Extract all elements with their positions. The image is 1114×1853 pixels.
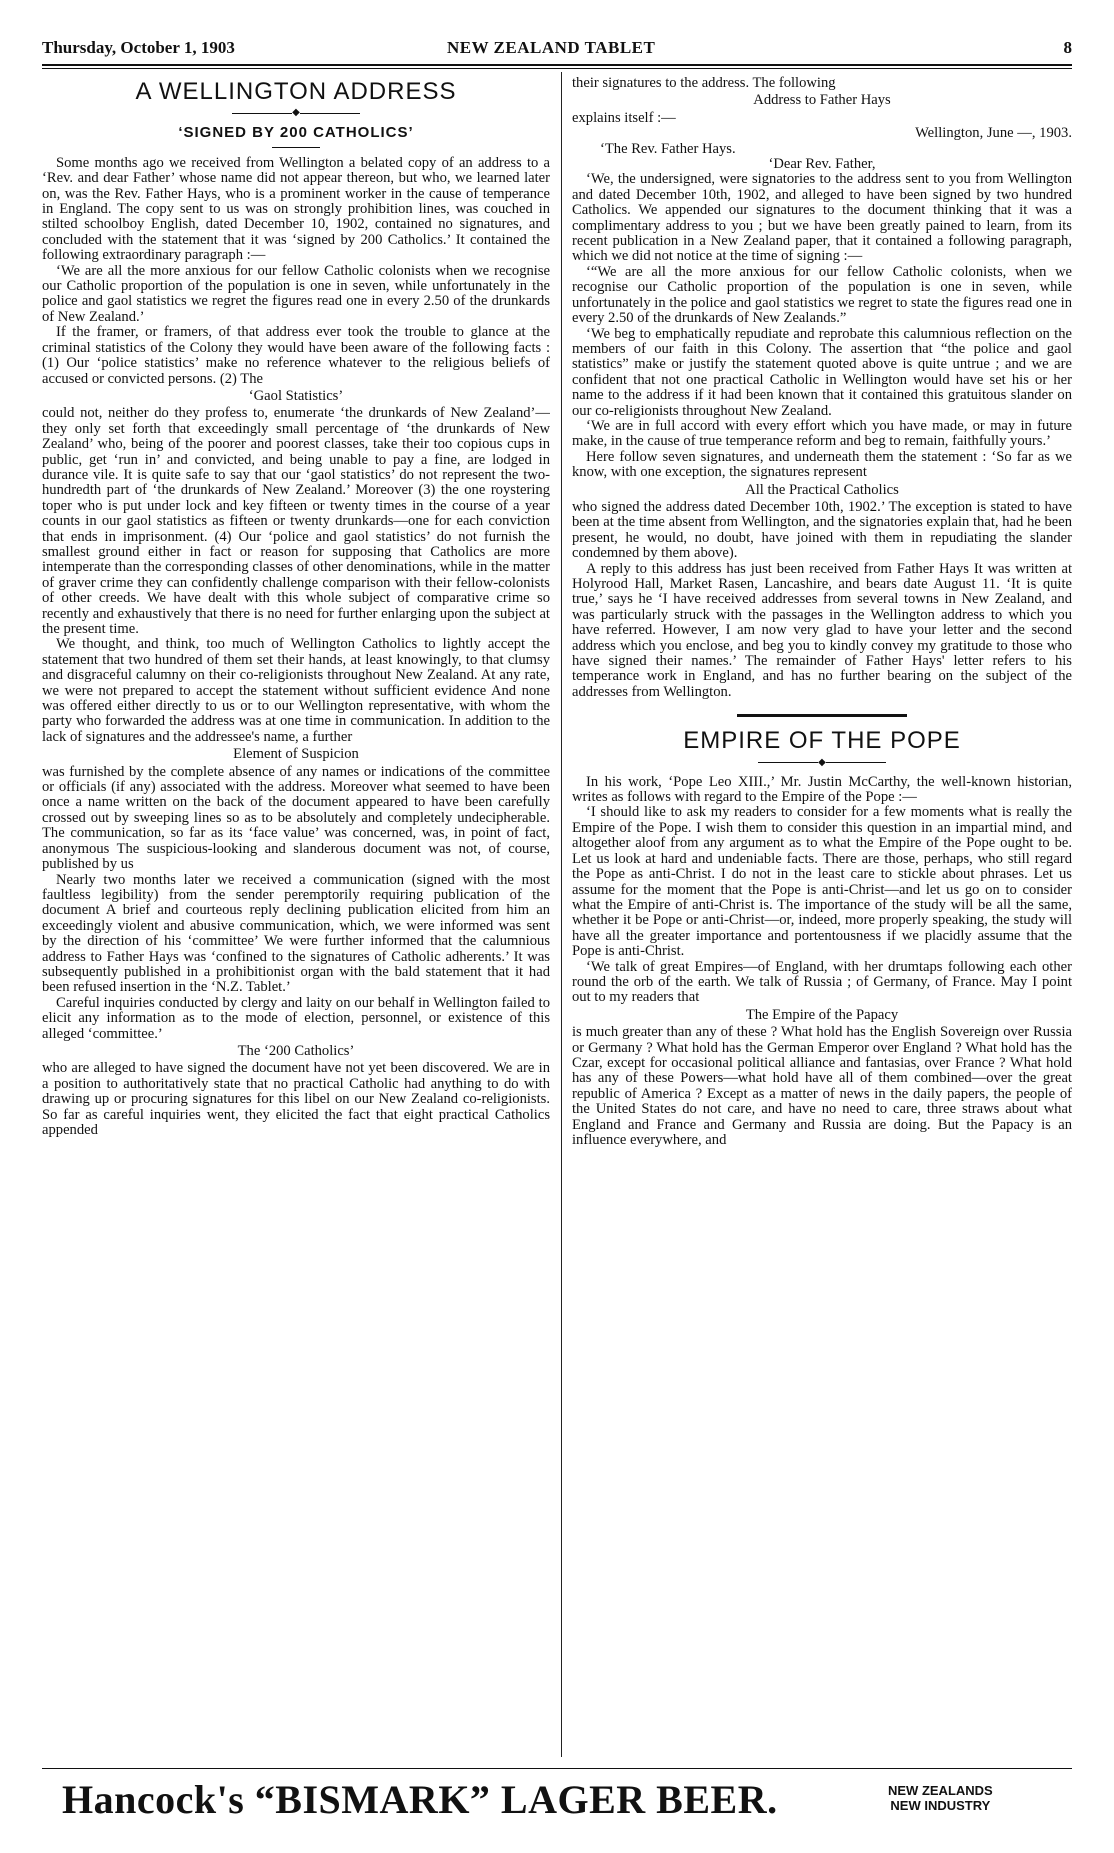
article-subtitle: ‘SIGNED BY 200 CATHOLICS’: [178, 124, 414, 142]
section-subhead: All the Practical Catholics: [745, 481, 899, 498]
page-header: [42, 34, 1072, 64]
header-rule: [42, 64, 1072, 66]
section-subhead: Address to Father Hays: [753, 92, 891, 109]
section-subhead: Element of Suspicion: [233, 746, 359, 763]
page-number: 8: [1063, 38, 1072, 57]
paragraph: ‘We talk of great Empires—of England, with her drumtaps following each other round the orb of the earth. We talk of Russia ; of Germany, of France. May I point out to my readers that: [572, 958, 1072, 1006]
paragraph: Nearly two months later we received a communication (signed with the most faultless legibility) from the sender peremptorily requiring publication of the document A brief and courteous reply declining publication elicited from him an exceedingly violent and abusive communication, which, we were informed was sent by the direction of his ‘committee’ We were further informed that the calumnious address to Father Hays was ‘confined to the signatures of Catholic adherents.’ It was subsequently published in a prohibitionist organ with the bald statement that it had been refused insertion in the ‘N.Z. Tablet.’: [42, 871, 550, 996]
paragraph: could not, neither do they profess to, enumerate ‘the drunkards of New Zealand’—they only set forth that exceedingly small percentage of ‘the drunkards of New Zealand’ who, being of the poorer and poorest classes, take their too copious cups in public, get ‘run in’ and convicted, and being unable to pay a fine, are lodged in durance vile. It is quite safe to say that our ‘gaol statistics’ do not represent the two-hundredth part of ‘the drunkards of New Zealand.’ Moreover (3) the one roystering toper who is put under lock and key fifteen or twenty times in the course of a year counts in our gaol statistics as fifteen or twenty drunkards—one for each conviction that ends in imprisonment. (4) Our ‘police and gaol statistics’ do not furnish the smallest ground either in fact or reason for supposing that Catholics are more intemperate than the corresponding classes of other denominations, while in the matter of graver crime they can confidently challenge comparison with their fellow-colonists of other creeds. We have dealt with this whole subject of comparative crime so recently and exhaustively that there is no need for further enlarging upon the subject at the present time.: [42, 405, 550, 637]
paragraph: Careful inquiries conducted by clergy and laity on our behalf in Wellington failed to elicit any information as to the mode of election, personnel, or existence of this alleged ‘committee.’: [42, 994, 550, 1042]
paragraph: We thought, and think, too much of Wellington Catholics to lightly accept the statement that two hundred of them set their hands, at least knowingly, to that clumsy and disgraceful calumny on their co-religionists throughout New Zealand. At any rate, we were not prepared to accept the statement without sufficient evidence And none was offered either directly to us or to our Wellington representative, with whom the party who forwarded the address was at one time in communication. In addition to the lack of signatures and the addressee's name, a further: [42, 636, 550, 745]
footer-rule: [42, 1768, 1072, 1769]
masthead: NEW ZEALAND TABLET: [447, 38, 656, 57]
letter-salutation: ‘Dear Rev. Father,: [768, 156, 876, 173]
section-subhead: ‘Gaol Statistics’: [248, 387, 344, 404]
section-rule: [737, 714, 907, 717]
paragraph: ‘We, the undersigned, were signatories to the address sent to you from Wellington and dated December 10th, 1902, and alleged to have been signed by two hundred Catholics. We appended our signatures to the document thinking that it was a complimentary address to you ; but we have been greatly pained to learn, from its recent publication in a New Zealand paper, that it contained a following paragraph, which we did not notice at the time of signing :—: [572, 171, 1072, 265]
article-title: EMPIRE OF THE POPE: [683, 727, 961, 755]
left-column: [42, 76, 550, 1751]
column-divider: [561, 72, 562, 1757]
paragraph: In his work, ‘Pope Leo XIII.,’ Mr. Justin McCarthy, the well-known historian, writes as follows with regard to the Empire of the Pope :—: [572, 773, 1072, 806]
continued-line: explains itself :—: [572, 109, 676, 126]
advertisement-banner: Hancock's “BISMARK” LAGER BEER.: [62, 1777, 778, 1822]
paragraph: Some months ago we received from Wellington a belated copy of an address to a ‘Rev. and dear Father’ whose name did not appear thereon, but who, we learned later on, was the Rev. Father Hays, who is a prominent worker in the cause of temperance in England. The copy sent to us was on strongly prohibition lines, was couched in stilted schoolboy English, dated December 10, 1902, contained no signatures, and concluded with the statement that it was ‘signed by 200 Catholics.’ It contained the following extraordinary paragraph :—: [42, 154, 550, 264]
title-ornament: ◆: [42, 107, 550, 119]
tagline-line: NEW ZEALANDS: [888, 1783, 993, 1798]
paragraph: is much greater than any of these ? What hold has the English Sovereign over Russia or Germany ? What hold has the German Emperor over England ? What hold has the Czar, except for occasional political alliance and fantasias, over France ? What hold has any of these Powers—what hold have all of them combined—over the great republic of America ? Except as a matter of news in the daily papers, the people of the United States do not care, and have no need to care, three straws about what England and France and Germany and Russia are doing. But the Papacy is an influence everywhere, and: [572, 1024, 1072, 1148]
issue-date: Thursday, October 1, 1903: [42, 38, 235, 57]
title-ornament: ◆: [572, 757, 1072, 769]
subtitle-rule: [272, 147, 320, 148]
paragraph: If the framer, or framers, of that address ever took the trouble to glance at the criminal statistics of the Colony they would have been aware of the following facts : (1) Our ‘police statistics’ make no reference whatever to the religious beliefs of accused or convicted persons. (2) The: [42, 324, 550, 387]
letter-salutation: ‘The Rev. Father Hays.: [600, 140, 736, 157]
advertisement-tagline: [888, 1783, 993, 1813]
paragraph: A reply to this address has just been received from Father Hays It was written at Holyrood Hall, Market Rasen, Lancashire, and bears date August 11. ‘It is quite true,’ says he ‘I have received addresses from several towns in New Zealand, and was particularly struck with the passages in the Wellington address to which you have referred. However, I am now very glad to have your letter and the second address which you enclose, and beg you to kindly convey my gratitude to those who have signed their names.’ The remainder of Father Hays' letter refers to his temperance work in England, and has no further bearing on the subject of the addresses from Wellington.: [572, 560, 1072, 700]
paragraph: who signed the address dated December 10th, 1902.’ The exception is stated to have been at the time absent from Wellington, and the signatories explain that, had he been present, he would, no doubt, have joined with them in repudiating the slander condemned by them above).: [572, 498, 1072, 562]
paragraph: ‘We are all the more anxious for our fellow Catholic colonists when we recognise our Catholic proportion of the population is one in seven, while unfortunately in the police and gaol statistics we regret the figures read one in every 2.50 of the drunkards of New Zealand.’: [42, 262, 550, 325]
article-title: A WELLINGTON ADDRESS: [135, 78, 457, 105]
right-column: [572, 76, 1072, 1751]
paragraph: who are alleged to have signed the document have not yet been discovered. We are in a position to authoritatively state that no practical Catholic had anything to do with drawing up or procuring signatures for this libel on our New Zealand co-religionists. So far as careful inquiries went, they elicited the fact that eight practical Catholics appended: [42, 1060, 550, 1138]
paragraph: was furnished by the complete absence of any names or indications of the committee or officials (if any) associated with the address. Moreover what seemed to have been once a name written on the back of the document appeared to have been carefully crossed out by sweeping lines so as to be absolutely and completely undecipherable. The communication, so far as its ‘face value’ was concerned, was, in point of fact, anonymous The suspicious-looking and slanderous document was not, of course, published by us: [42, 763, 550, 873]
paragraph: ‘We beg to emphatically repudiate and reprobate this calumnious reflection on the members of our faith in this Colony. The assertion that “the police and gaol statistics” make or justify the statement quoted above is quite untrue ; and we are confident that not one practical Catholic in Wellington would have set his or her name to the address if it had been known that it contained this gratuitous slander on our co-religionists throughout New Zealand.: [572, 325, 1072, 419]
tagline-line: NEW INDUSTRY: [890, 1798, 991, 1813]
paragraph: ‘I should like to ask my readers to consider for a few moments what is really the Empire of the Pope. I wish them to consider this question in an impartial mind, and altogether aloof from any argument as to what the Empire of the Pope ought to be. Let us look at hard and undeniable facts. There are those, perhaps, who still regard the Pope as anti-Christ. I do not in the least care to stickle about phrases. Let us assume for the moment that the Pope is anti-Christ—and let us go on to consider what the Empire of anti-Christ is. The importance of the study will be all the same, whether it be Pope or anti-Christ—or, indeed, more properly speaking, the study will have all the greater importance and portentousness if we placidly assume that the Pope is anti-Christ.: [572, 804, 1072, 960]
paragraph: Here follow seven signatures, and underneath them the statement : ‘So far as we know, with one exception, the signatures represent: [572, 448, 1072, 481]
letter-dateline: Wellington, June —, 1903.: [915, 125, 1072, 142]
continued-line: their signatures to the address. The following: [572, 76, 836, 91]
paragraph: ‘We are in full accord with every effort which you have made, or may in future make, in the cause of true temperance reform and beg to remain, faithfully yours.’: [572, 417, 1072, 450]
paragraph: ‘“We are all the more anxious for our fellow Catholic colonists, when we recognise our Catholic proportion of the population is one in seven, while unfortunately in the police and gaol statistics we regret to state the figures read one in every 2.50 of the drunkards of New Zealands.”: [572, 263, 1072, 327]
section-subhead: The Empire of the Papacy: [745, 1006, 899, 1023]
section-subhead: The ‘200 Catholics’: [237, 1042, 355, 1059]
header-rule-thin: [42, 68, 1072, 69]
